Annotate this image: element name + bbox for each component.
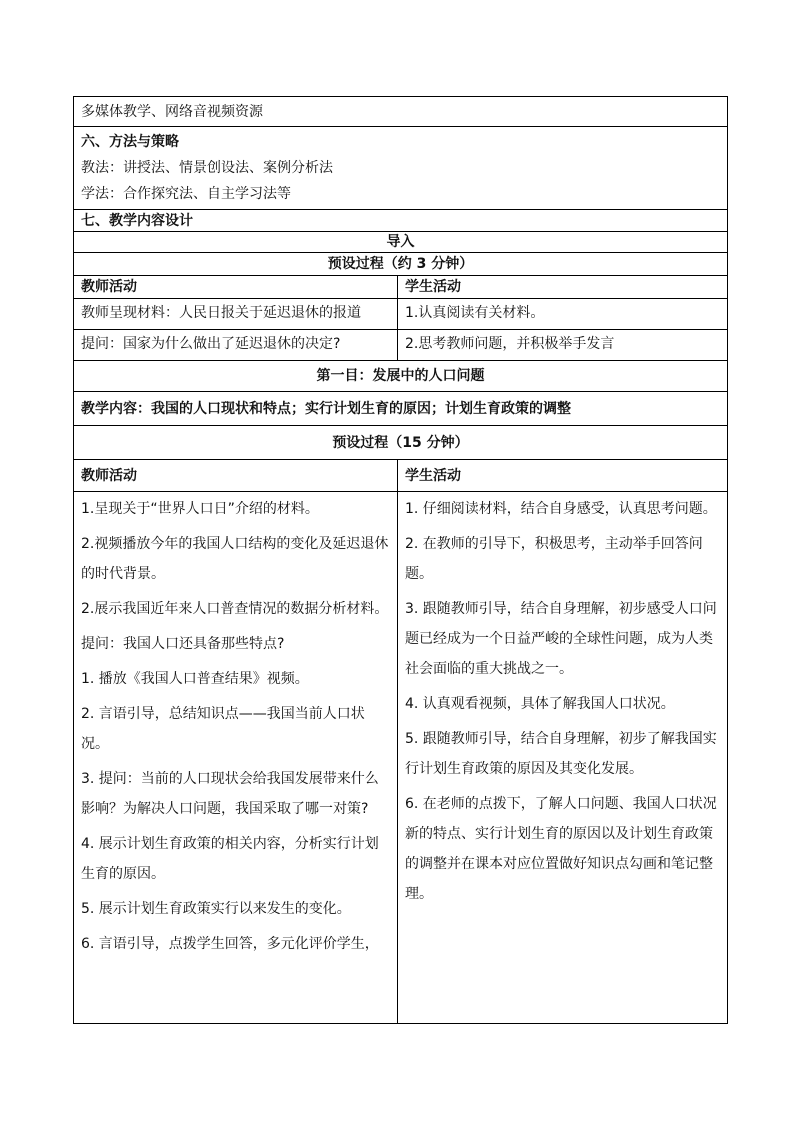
learning-methods: 学法：合作探究法、自主学习法等 — [81, 186, 291, 202]
section1-header-row — [74, 460, 727, 492]
student-item: 1. 仔细阅读材料，结合自身感受，认真思考问题。 — [405, 501, 717, 517]
teaching-methods: 教法：讲授法、情景创设法、案例分析法 — [81, 160, 333, 176]
teacher-item: 2. 言语引导，总结知识点——我国当前人口状况。 — [81, 706, 365, 752]
student-item: 4. 认真观看视频，具体了解我国人口状况。 — [405, 696, 675, 712]
section1-student-column — [398, 492, 727, 1023]
teacher-item: 5. 展示计划生育政策实行以来发生的变化。 — [81, 901, 351, 917]
intro-teacher-header: 教师活动 — [74, 276, 398, 298]
intro-student-cell: 1.认真阅读有关材料。 — [405, 305, 545, 321]
teacher-item: 2.视频播放今年的我国人口结构的变化及延迟退休的时代背景。 — [81, 536, 389, 582]
section1-process: 预设过程（15 分钟） — [74, 426, 727, 460]
student-item: 2. 在教师的引导下，积极思考，主动举手回答问题。 — [405, 536, 703, 582]
intro-activity-rows — [74, 299, 727, 361]
student-item: 5. 跟随教师引导，结合自身理解，初步了解我国实行计划生育政策的原因及其变化发展。 — [405, 731, 717, 777]
section1-teacher-column — [74, 492, 398, 1023]
intro-teacher-cell: 教师呈现材料：人民日报关于延迟退休的报道 — [74, 299, 398, 329]
student-item: 3. 跟随教师引导，结合自身理解，初步感受人口问题已经成为一个日益严峻的全球性问题，成为人类社会面临的重大挑战之一。 — [405, 601, 717, 677]
teacher-item: 3. 提问：当前的人口现状会给我国发展带来什么影响？为解决人口问题，我国采取了哪一对策? — [81, 771, 379, 817]
intro-student-header: 学生活动 — [405, 279, 461, 295]
intro-row — [74, 299, 727, 330]
teacher-item: 6. 言语引导，点拨学生回答，多元化评价学生， — [81, 936, 379, 952]
resources-text: 多媒体教学、网络音视频资源 — [81, 104, 263, 120]
section1-student-header: 学生活动 — [405, 468, 461, 484]
section1-content: 教学内容：我国的人口现状和特点；实行计划生育的原因；计划生育政策的调整 — [74, 392, 727, 426]
teacher-item: 2.展示我国近年来人口普查情况的数据分析材料。 — [81, 601, 389, 617]
design-heading: 七、教学内容设计 — [74, 210, 727, 232]
teacher-item: 1. 播放《我国人口普查结果》视频。 — [81, 671, 309, 687]
intro-title: 导入 — [74, 232, 727, 253]
teacher-item: 1.呈现关于“世界人口日”介绍的材料。 — [81, 501, 319, 517]
teacher-item: 4. 展示计划生育政策的相关内容，分析实行计划生育的原因。 — [81, 836, 379, 882]
intro-header-row — [74, 276, 727, 299]
section1-title: 第一目：发展中的人口问题 — [74, 361, 727, 392]
intro-student-cell: 2.思考教师问题，并积极举手发言 — [405, 336, 615, 352]
lesson-plan-table — [73, 96, 728, 1024]
section1-teacher-header: 教师活动 — [74, 460, 398, 491]
student-item: 6. 在老师的点拨下，了解人口问题、我国人口状况新的特点、实行计划生育的原因以及计划生育政策的调整并在课本对应位置做好知识点勾画和笔记整理。 — [405, 796, 717, 902]
intro-process: 预设过程（约 3 分钟） — [74, 253, 727, 276]
section1-activities — [74, 492, 727, 1023]
resources-row — [74, 97, 727, 127]
methods-section — [74, 127, 727, 210]
intro-row — [74, 330, 727, 361]
methods-heading: 六、方法与策略 — [81, 134, 179, 150]
teacher-item: 提问：我国人口还具备那些特点? — [81, 636, 285, 652]
intro-teacher-cell: 提问：国家为什么做出了延迟退休的决定? — [74, 330, 398, 361]
